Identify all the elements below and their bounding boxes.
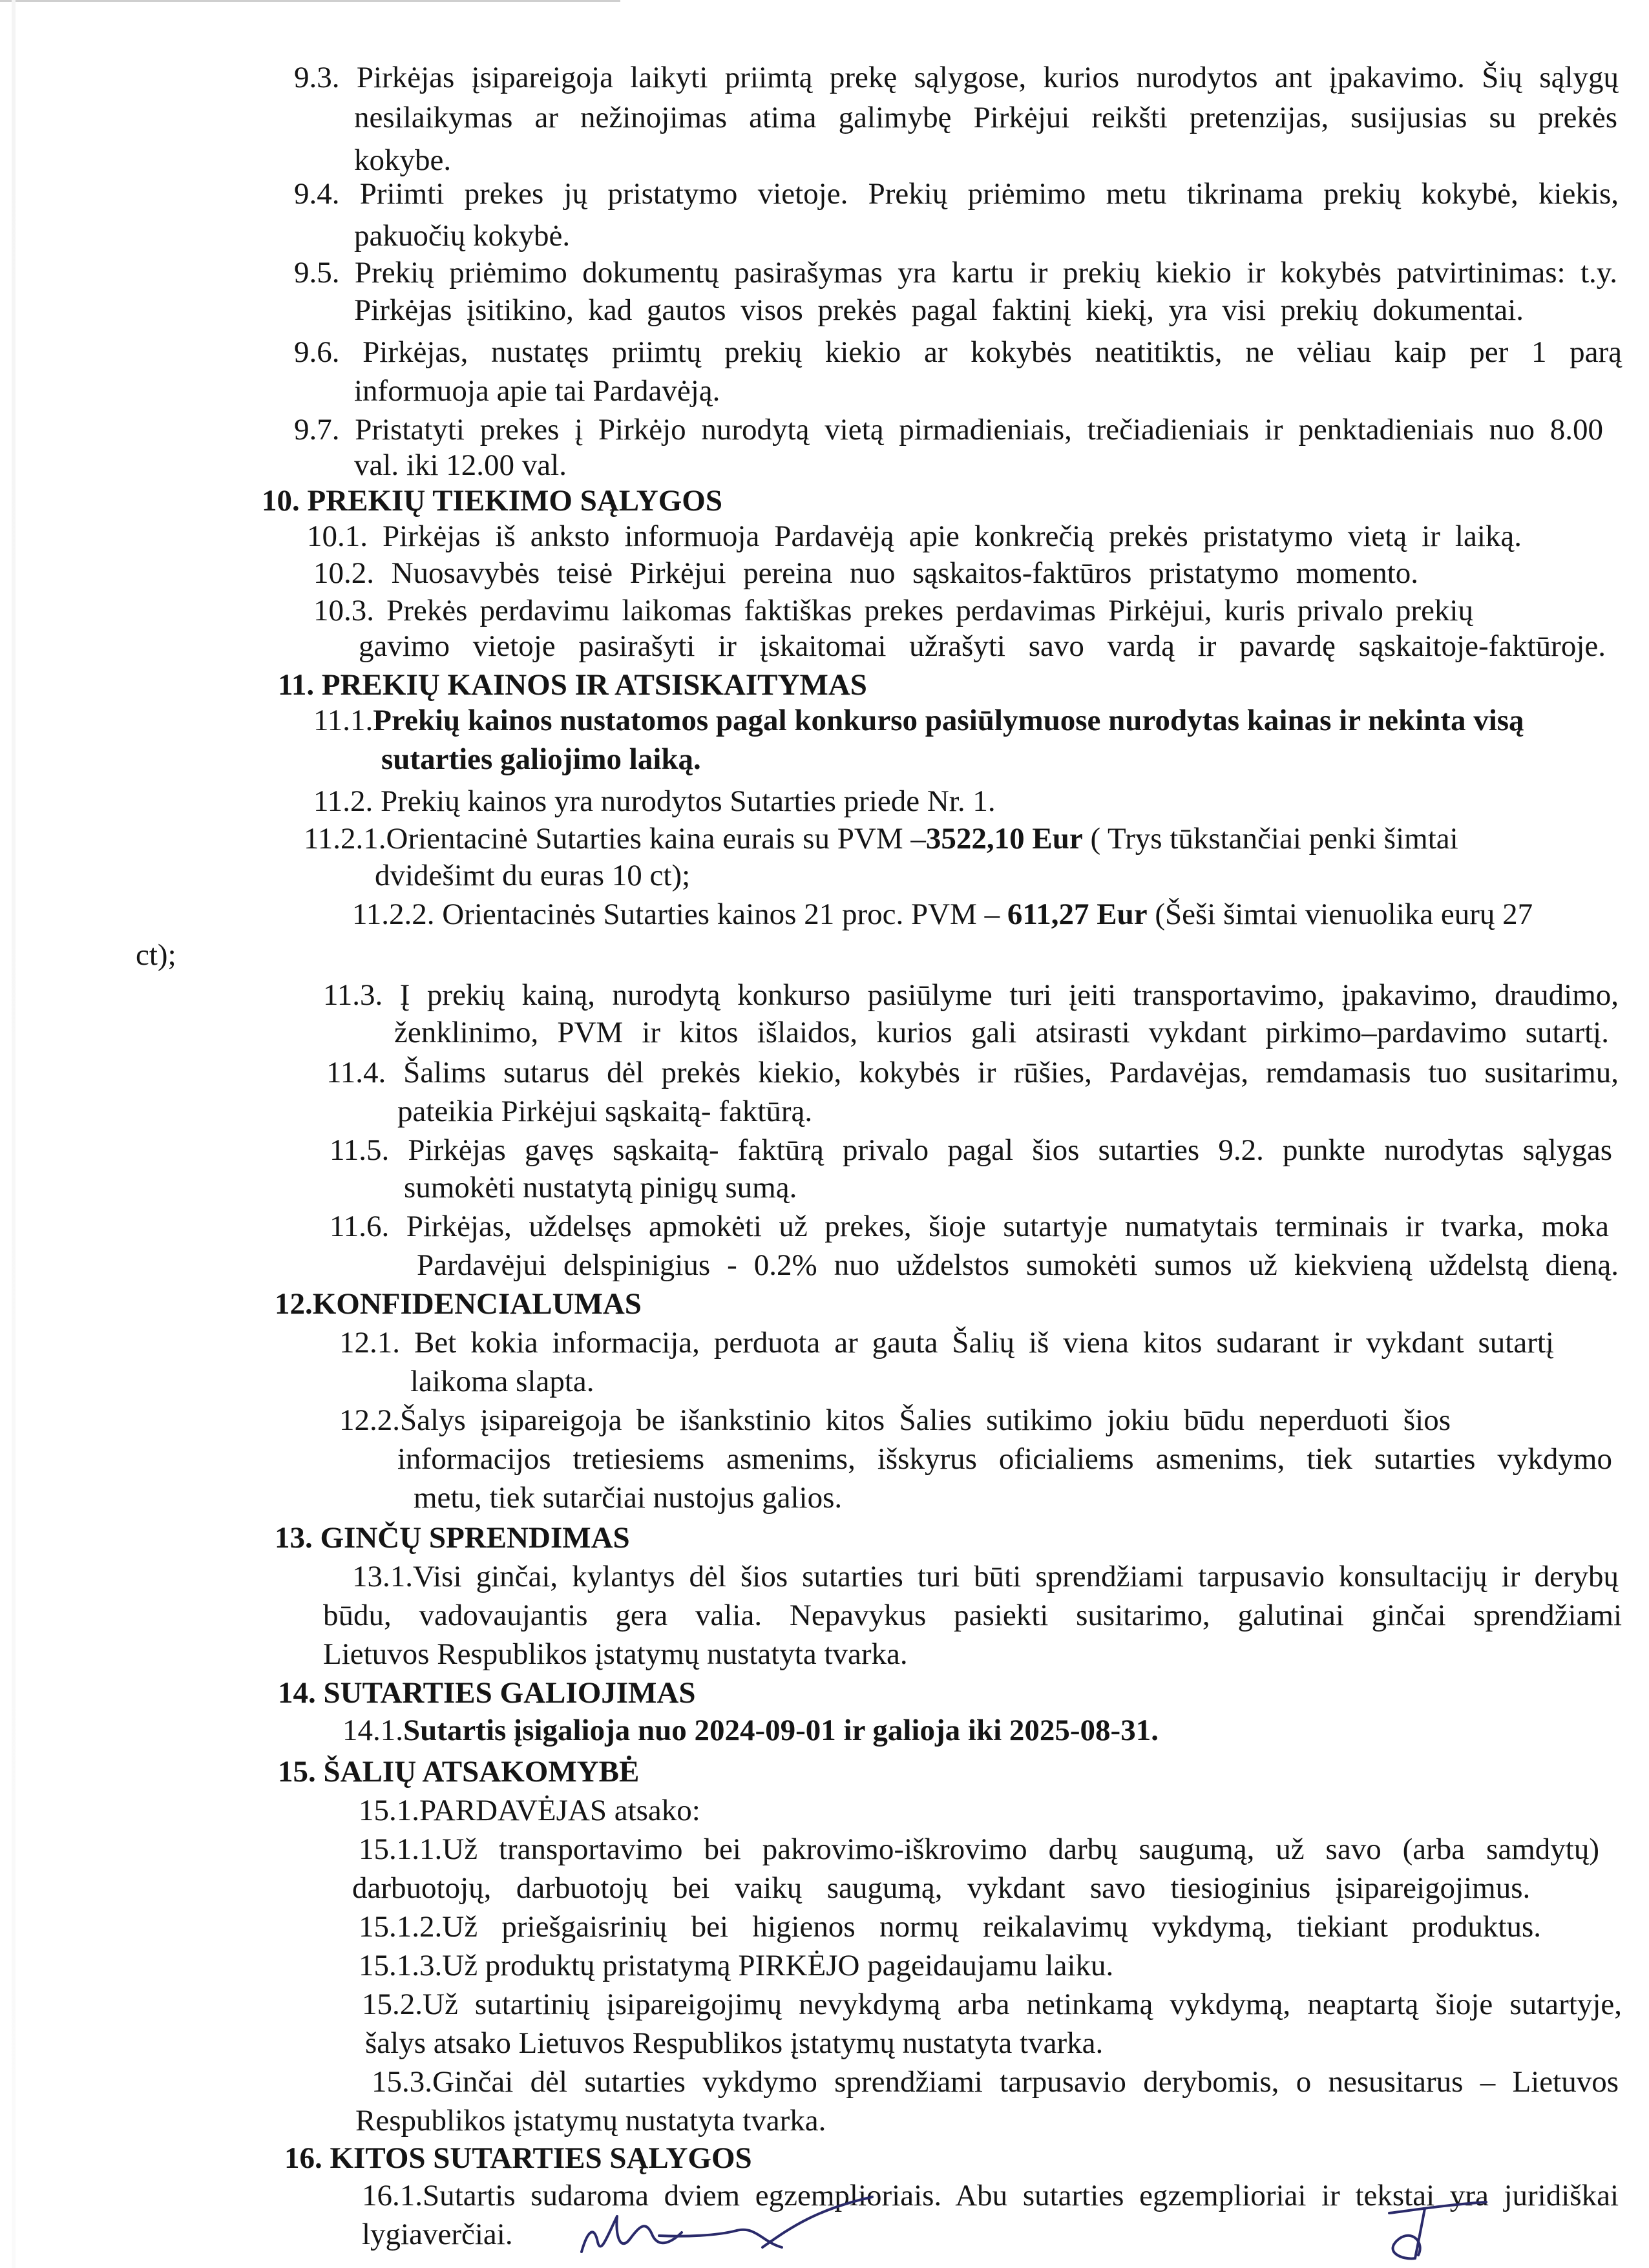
clause-15-2-line-1: 15.2.Už sutartinių įsipareigojimų nevykdymą arba netinkamą vykdymą, neaptartą šioje sutartyje, xyxy=(362,1988,1622,2021)
clause-16-1-line-1: 16.1.Sutartis sudaroma dviem egzemplioriais. Abu sutarties egzemplioriai ir tekstai yra juridiškai xyxy=(362,2179,1619,2212)
clause-15-3-line-1: 15.3.Ginčai dėl sutarties vykdymo sprendžiami tarpusavio derybomis, o nesusitarus – Lietuvos xyxy=(372,2065,1619,2099)
clause-12-1-line-2: laikoma slapta. xyxy=(410,1365,594,1398)
clause-12-2-line-1: 12.2.Šalys įsipareigoja be išankstinio kitos Šalies sutikimo jokiu būdu neperduoti šios xyxy=(339,1403,1451,1437)
clause-9-3-line-2: nesilaikymas ar nežinojimas atima galimybę Pirkėjui reikšti pretenzijas, susijusias su prekės xyxy=(354,101,1617,134)
clause-13-1-line-3: Lietuvos Respublikos įstatymų nustatyta tvarka. xyxy=(323,1637,908,1671)
clause-15-1-2: 15.1.2.Už priešgaisrinių bei higienos normų reikalavimų vykdymą, tiekiant produktus. xyxy=(359,1910,1541,1944)
clause-9-7-line-2: val. iki 12.00 val. xyxy=(354,448,567,482)
section-14-heading: 14. SUTARTIES GALIOJIMAS xyxy=(278,1676,696,1710)
clause-11-5-line-2: sumokėti nustatytą pinigų sumą. xyxy=(404,1171,797,1204)
clause-11-2-1-line-1: 11.2.1.Orientacinė Sutarties kaina eurais su PVM –3522,10 Eur ( Trys tūkstančiai penki šimtai xyxy=(304,822,1458,856)
clause-16-1-line-2: lygiaverčiai. xyxy=(362,2218,513,2251)
clause-9-3-line-3: kokybe. xyxy=(354,143,452,177)
clause-11-1-line-2: sutarties galiojimo laiką. xyxy=(381,742,701,776)
clause-9-6-line-2: informuoja apie tai Pardavėją. xyxy=(354,374,720,408)
section-16-heading: 16. KITOS SUTARTIES SĄLYGOS xyxy=(284,2141,752,2175)
clause-10-3-line-2: gavimo vietoje pasirašyti ir įskaitomai užrašyti savo vardą ir pavardę sąskaitoje-faktūroje. xyxy=(359,629,1606,663)
clause-11-2-1-line-2: dvidešimt du euras 10 ct); xyxy=(375,859,691,892)
section-11-heading: 11. PREKIŲ KAINOS IR ATSISKAITYMAS xyxy=(278,668,867,702)
clause-9-4-line-2: pakuočių kokybė. xyxy=(354,219,571,253)
clause-11-3-line-1: 11.3. Į prekių kainą, nurodytą konkurso pasiūlyme turi įeiti transportavimo, įpakavimo, draudimo, xyxy=(323,978,1619,1012)
clause-11-5-line-1: 11.5. Pirkėjas gavęs sąskaitą- faktūrą privalo pagal šios sutarties 9.2. punkte nurodytas sąlygas xyxy=(330,1133,1612,1167)
signature-seller xyxy=(569,2190,905,2262)
clause-11-4-line-1: 11.4. Šalims sutarus dėl prekės kiekio, kokybės ir rūšies, Pardavėjas, remdamasis tuo susitarimu, xyxy=(326,1056,1619,1089)
clause-15-1: 15.1.PARDAVĖJAS atsako: xyxy=(359,1794,700,1827)
section-15-heading: 15. ŠALIŲ ATSAKOMYBĖ xyxy=(278,1755,640,1789)
clause-15-1-1-line-2: darbuotojų, darbuotojų bei vaikų saugumą, vykdant savo tiesioginius įsipareigojimus. xyxy=(352,1871,1531,1905)
clause-12-2-line-2: informacijos tretiesiems asmenims, išskyrus oficialiems asmenims, tiek sutarties vykdymo xyxy=(397,1442,1612,1476)
clause-15-2-line-2: šalys atsako Lietuvos Respublikos įstatymų nustatyta tvarka. xyxy=(365,2026,1104,2060)
clause-15-1-3: 15.1.3.Už produktų pristatymą PIRKĖJO pageidaujamu laiku. xyxy=(359,1949,1114,1982)
clause-15-3-line-2: Respublikos įstatymų nustatyta tvarka. xyxy=(355,2104,826,2137)
clause-9-6-line-1: 9.6. Pirkėjas, nustatęs priimtų prekių kiekio ar kokybės neatitiktis, ne vėliau kaip per 1 parą xyxy=(294,335,1622,369)
clause-13-1-line-2: būdu, vadovaujantis gera valia. Nepavykus pasiekti susitarimo, galutinai ginčai sprendžiami xyxy=(323,1599,1622,1632)
clause-15-1-1-line-1: 15.1.1.Už transportavimo bei pakrovimo-iškrovimo darbų saugumą, už savo (arba samdytų) xyxy=(359,1832,1599,1866)
section-12-heading: 12.KONFIDENCIALUMAS xyxy=(275,1287,642,1321)
clause-11-2: 11.2. Prekių kainos yra nurodytos Sutarties priede Nr. 1. xyxy=(313,784,996,818)
clause-11-6-line-1: 11.6. Pirkėjas, uždelsęs apmokėti už prekes, šioje sutartyje numatytais terminais ir tvarka, moka xyxy=(330,1210,1609,1243)
clause-9-3-line-1: 9.3. Pirkėjas įsipareigoja laikyti priimtą prekę sąlygose, kurios nurodytos ant įpakavimo. Šių sąlygų xyxy=(294,61,1619,94)
clause-12-2-line-3: metu, tiek sutarčiai nustojus galios. xyxy=(414,1481,843,1515)
clause-9-7-line-1: 9.7. Pristatyti prekes į Pirkėjo nurodytą vietą pirmadieniais, trečiadieniais ir penktadieniais nuo 8.00 xyxy=(294,413,1604,446)
clause-11-6-line-2: Pardavėjui delspinigius - 0.2% nuo uždelstos sumokėti sumos už kiekvieną uždelstą dieną. xyxy=(417,1248,1619,1282)
clause-9-5-line-1: 9.5. Prekių priėmimo dokumentų pasirašymas yra kartu ir prekių kiekio ir kokybės patvirtinimas: t.y. xyxy=(294,256,1617,289)
section-10-heading: 10. PREKIŲ TIEKIMO SĄLYGOS xyxy=(262,484,723,518)
clause-11-2-2-line-1: 11.2.2. Orientacinės Sutarties kainos 21 proc. PVM – 611,27 Eur (Šeši šimtai vienuolika eurų 27 xyxy=(352,898,1533,931)
signature-buyer xyxy=(1363,2197,1493,2265)
clause-12-1-line-1: 12.1. Bet kokia informacija, perduota ar gauta Šalių iš viena kitos sudarant ir vykdant sutartį xyxy=(339,1326,1554,1360)
clause-11-4-line-2: pateikia Pirkėjui sąskaitą- faktūrą. xyxy=(397,1095,813,1128)
clause-14-1: 14.1.Sutartis įsigalioja nuo 2024-09-01 ir galioja iki 2025-08-31. xyxy=(342,1714,1159,1747)
clause-9-4-line-1: 9.4. Priimti prekes jų pristatymo vietoje. Prekių priėmimo metu tikrinama prekių kokybė, kiekis, xyxy=(294,177,1619,211)
clause-11-1-line-1: 11.1.Prekių kainos nustatomos pagal konkurso pasiūlymuose nurodytas kainas ir nekinta visą xyxy=(313,704,1524,737)
clause-11-2-2-line-2: ct); xyxy=(136,938,176,972)
section-13-heading: 13. GINČŲ SPRENDIMAS xyxy=(275,1521,630,1555)
clause-11-3-line-2: ženklinimo, PVM ir kitos išlaidos, kurios gali atsirasti vykdant pirkimo–pardavimo sutartį. xyxy=(394,1016,1609,1049)
clause-10-2: 10.2. Nuosavybės teisė Pirkėjui pereina nuo sąskaitos-faktūros pristatymo momento. xyxy=(313,556,1418,590)
clause-10-1: 10.1. Pirkėjas iš anksto informuoja Pardavėją apie konkrečią prekės pristatymo vietą ir laiką. xyxy=(307,520,1522,553)
clause-10-3-line-1: 10.3. Prekės perdavimu laikomas faktiškas prekes perdavimas Pirkėjui, kuris privalo prekių xyxy=(313,594,1473,627)
clause-13-1-line-1: 13.1.Visi ginčai, kylantys dėl šios sutarties turi būti sprendžiami tarpusavio konsultacijų ir derybų xyxy=(352,1560,1619,1593)
clause-9-5-line-2: Pirkėjas įsitikino, kad gautos visos prekės pagal faktinį kiekį, yra visi prekių dokumentai. xyxy=(354,293,1524,327)
